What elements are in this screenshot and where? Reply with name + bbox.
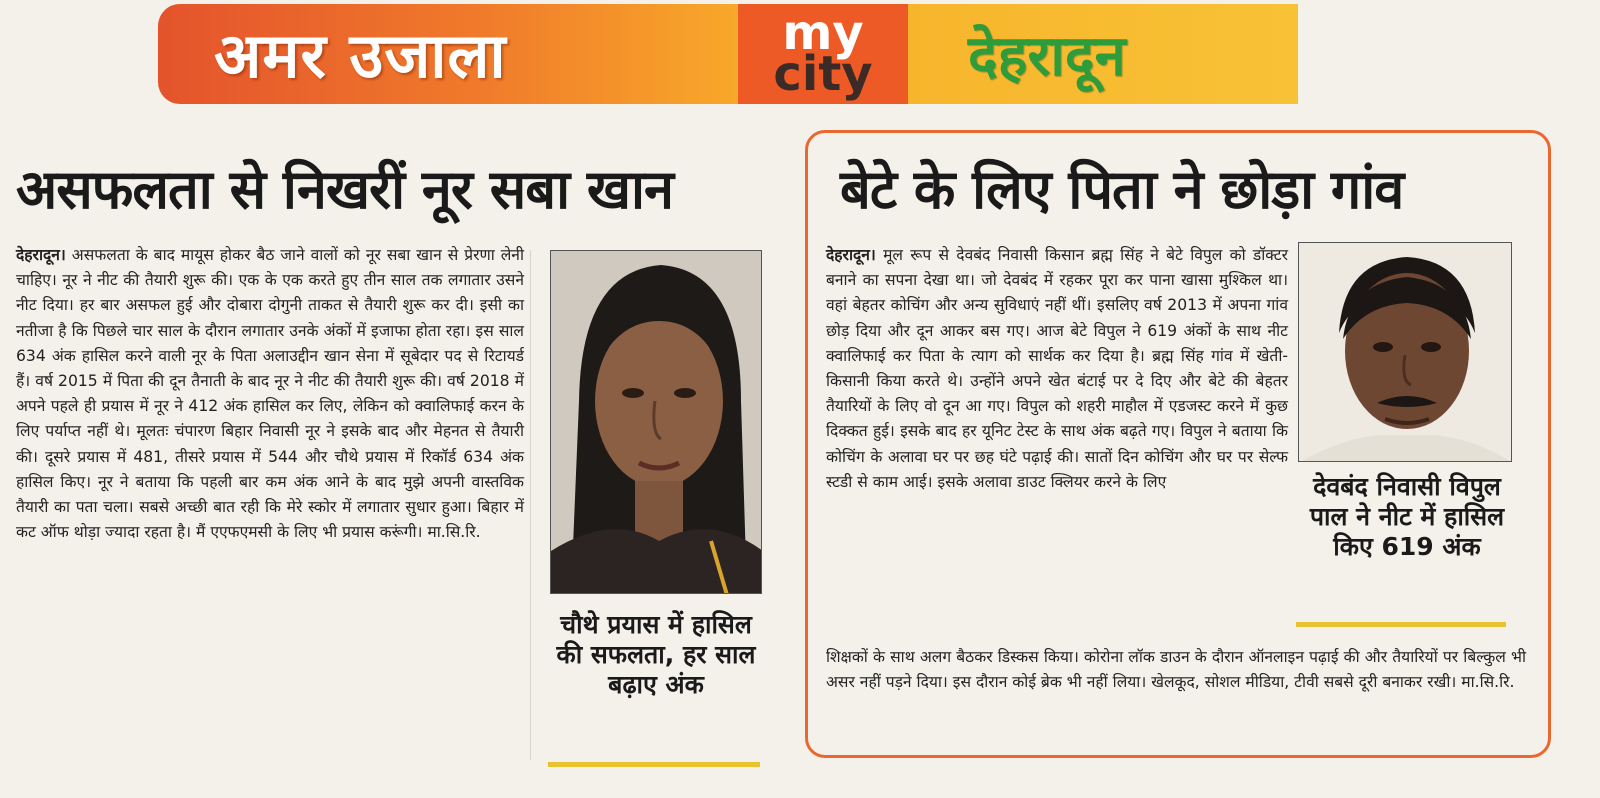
left-caption-rule — [548, 762, 760, 767]
right-story-body-top — [826, 243, 1288, 495]
right-story-text-top: मूल रूप से देवबंद निवासी किसान ब्रह्म सिंह ने बेटे विपुल को डॉक्टर बनाने का सपना देखा था। जो देवबंद में रहकर पूरा कर पाना खासा मुश्किल था। वहां बेहतर कोचिंग और अन्य सुविधाएं नहीं थीं। इसलिए वर्ष 2013 में अपना गांव छोड़ दिया और दून आकर बस गए। आज बेटे विपुल ने 619 अंकों के साथ नीट क्वालिफाई कर पिता के त्याग को सार्थक कर दिया है। ब्रह्म सिंह गांव में खेती-किसानी किया करते थे। उन्होंने अपने खेत बंटाई पर दे दिए और बेटे की बेहतर तैयारियों के लिए वो दून आ गए। विपुल को शहरी माहौल में एडजस्ट करने में कुछ दिक्कत हुई। इसके बाद हर यूनिट टेस्ट के साथ अंक बढ़ते गए। विपुल ने बताया कि कोचिंग के अलावा घर पर छह घंटे पढ़ाई की। सातों दिन कोचिंग और घर पर सेल्फ स्टडी से काम आई। इसके अलावा डाउट क्लियर करने के लिए — [826, 246, 1288, 491]
left-story-dateline: देहरादून। — [16, 246, 66, 264]
noor-saba-khan-photo — [550, 250, 762, 594]
right-story-dateline: देहरादून। — [826, 246, 876, 264]
edition-name: देहरादून — [968, 24, 1126, 89]
right-caption-rule — [1296, 622, 1506, 627]
my-city-logo — [738, 4, 908, 104]
brand-name: अमर उजाला — [214, 19, 507, 92]
my-city-my: my — [782, 5, 864, 62]
vipul-pal-photo — [1298, 242, 1512, 462]
left-story-text: असफलता के बाद मायूस होकर बैठ जाने वालों को नूर सबा खान से प्रेरणा लेनी चाहिए। नूर ने नीट की तैयारी शुरू की। एक के एक करते हुए तीन साल तक लगातार उसने नीट दिया। हर बार असफल हुई और दोबारा दोगुनी ताकत से तैयारी शुरू कर दी। इसी का नतीजा है कि पिछले चार साल के दौरान लगातार उनके अंकों में इजाफा होता रहा। इस साल 634 अंक हासिल करने वाली नूर के पिता अलाउद्दीन खान सेना में सूबेदार पद से रिटायर्ड हैं। वर्ष 2015 में पिता की दून तैनाती के बाद नूर ने नीट की तैयारी शुरू की। वर्ष 2018 में अपने पहले ही प्रयास में नूर ने 412 अंक हासिल कर लिए, लेकिन को क्वालिफाई करन के लिए पर्याप्त नहीं थे। मूलतः चंपारण बिहार निवासी नूर ने इसके बाद और मेहनत से तैयारी की। दूसरे प्रयास में 481, तीसरे प्रयास में 544 और चौथे प्रयास में रिकॉर्ड 634 अंक हासिल किए। नूर ने बताया कि पहली बार कम अंक आने के बाद मुझे अपनी वास्तविक तैयारी का पता चला। सबसे अच्छी बात रही कि मेरे स्कोर में लगातार सुधार हुआ। बिहार में कट ऑफ थोड़ा ज्यादा रहता है। मैं एएफएमसी के लिए भी प्रयास करूंगी। मा.सि.रि. — [16, 246, 525, 542]
right-story-headline: बेटे के लिए पिता ने छोड़ा गांव — [840, 158, 1404, 221]
right-story-photo-caption: देवबंद निवासी विपुल पाल ने नीट में हासिल किए 619 अंक — [1309, 472, 1505, 561]
masthead — [158, 4, 1298, 104]
brand-logo — [158, 4, 738, 104]
right-story-body-bottom: शिक्षकों के साथ अलग बैठकर डिस्कस किया। कोरोना लॉक डाउन के दौरान ऑनलाइन पढ़ाई की और तैयारियों पर बिल्कुल भी असर नहीं पड़ने दिया। इस दौरान कोई ब्रेक भी नहीं लिया। खेलकूद, सोशल मीडिया, टीवी सबसे दूरी बनाकर रखी। मा.सि.रि. — [826, 648, 1526, 692]
column-divider — [530, 250, 531, 760]
edition-banner — [908, 4, 1298, 104]
left-story-headline: असफलता से निखरीं नूर सबा खान — [16, 158, 673, 221]
left-story-photo-caption: चौथे प्रयास में हासिल की सफलता, हर साल बढ़ाए अंक — [556, 610, 756, 699]
left-story-body — [16, 243, 524, 545]
my-city-city: city — [773, 46, 873, 102]
